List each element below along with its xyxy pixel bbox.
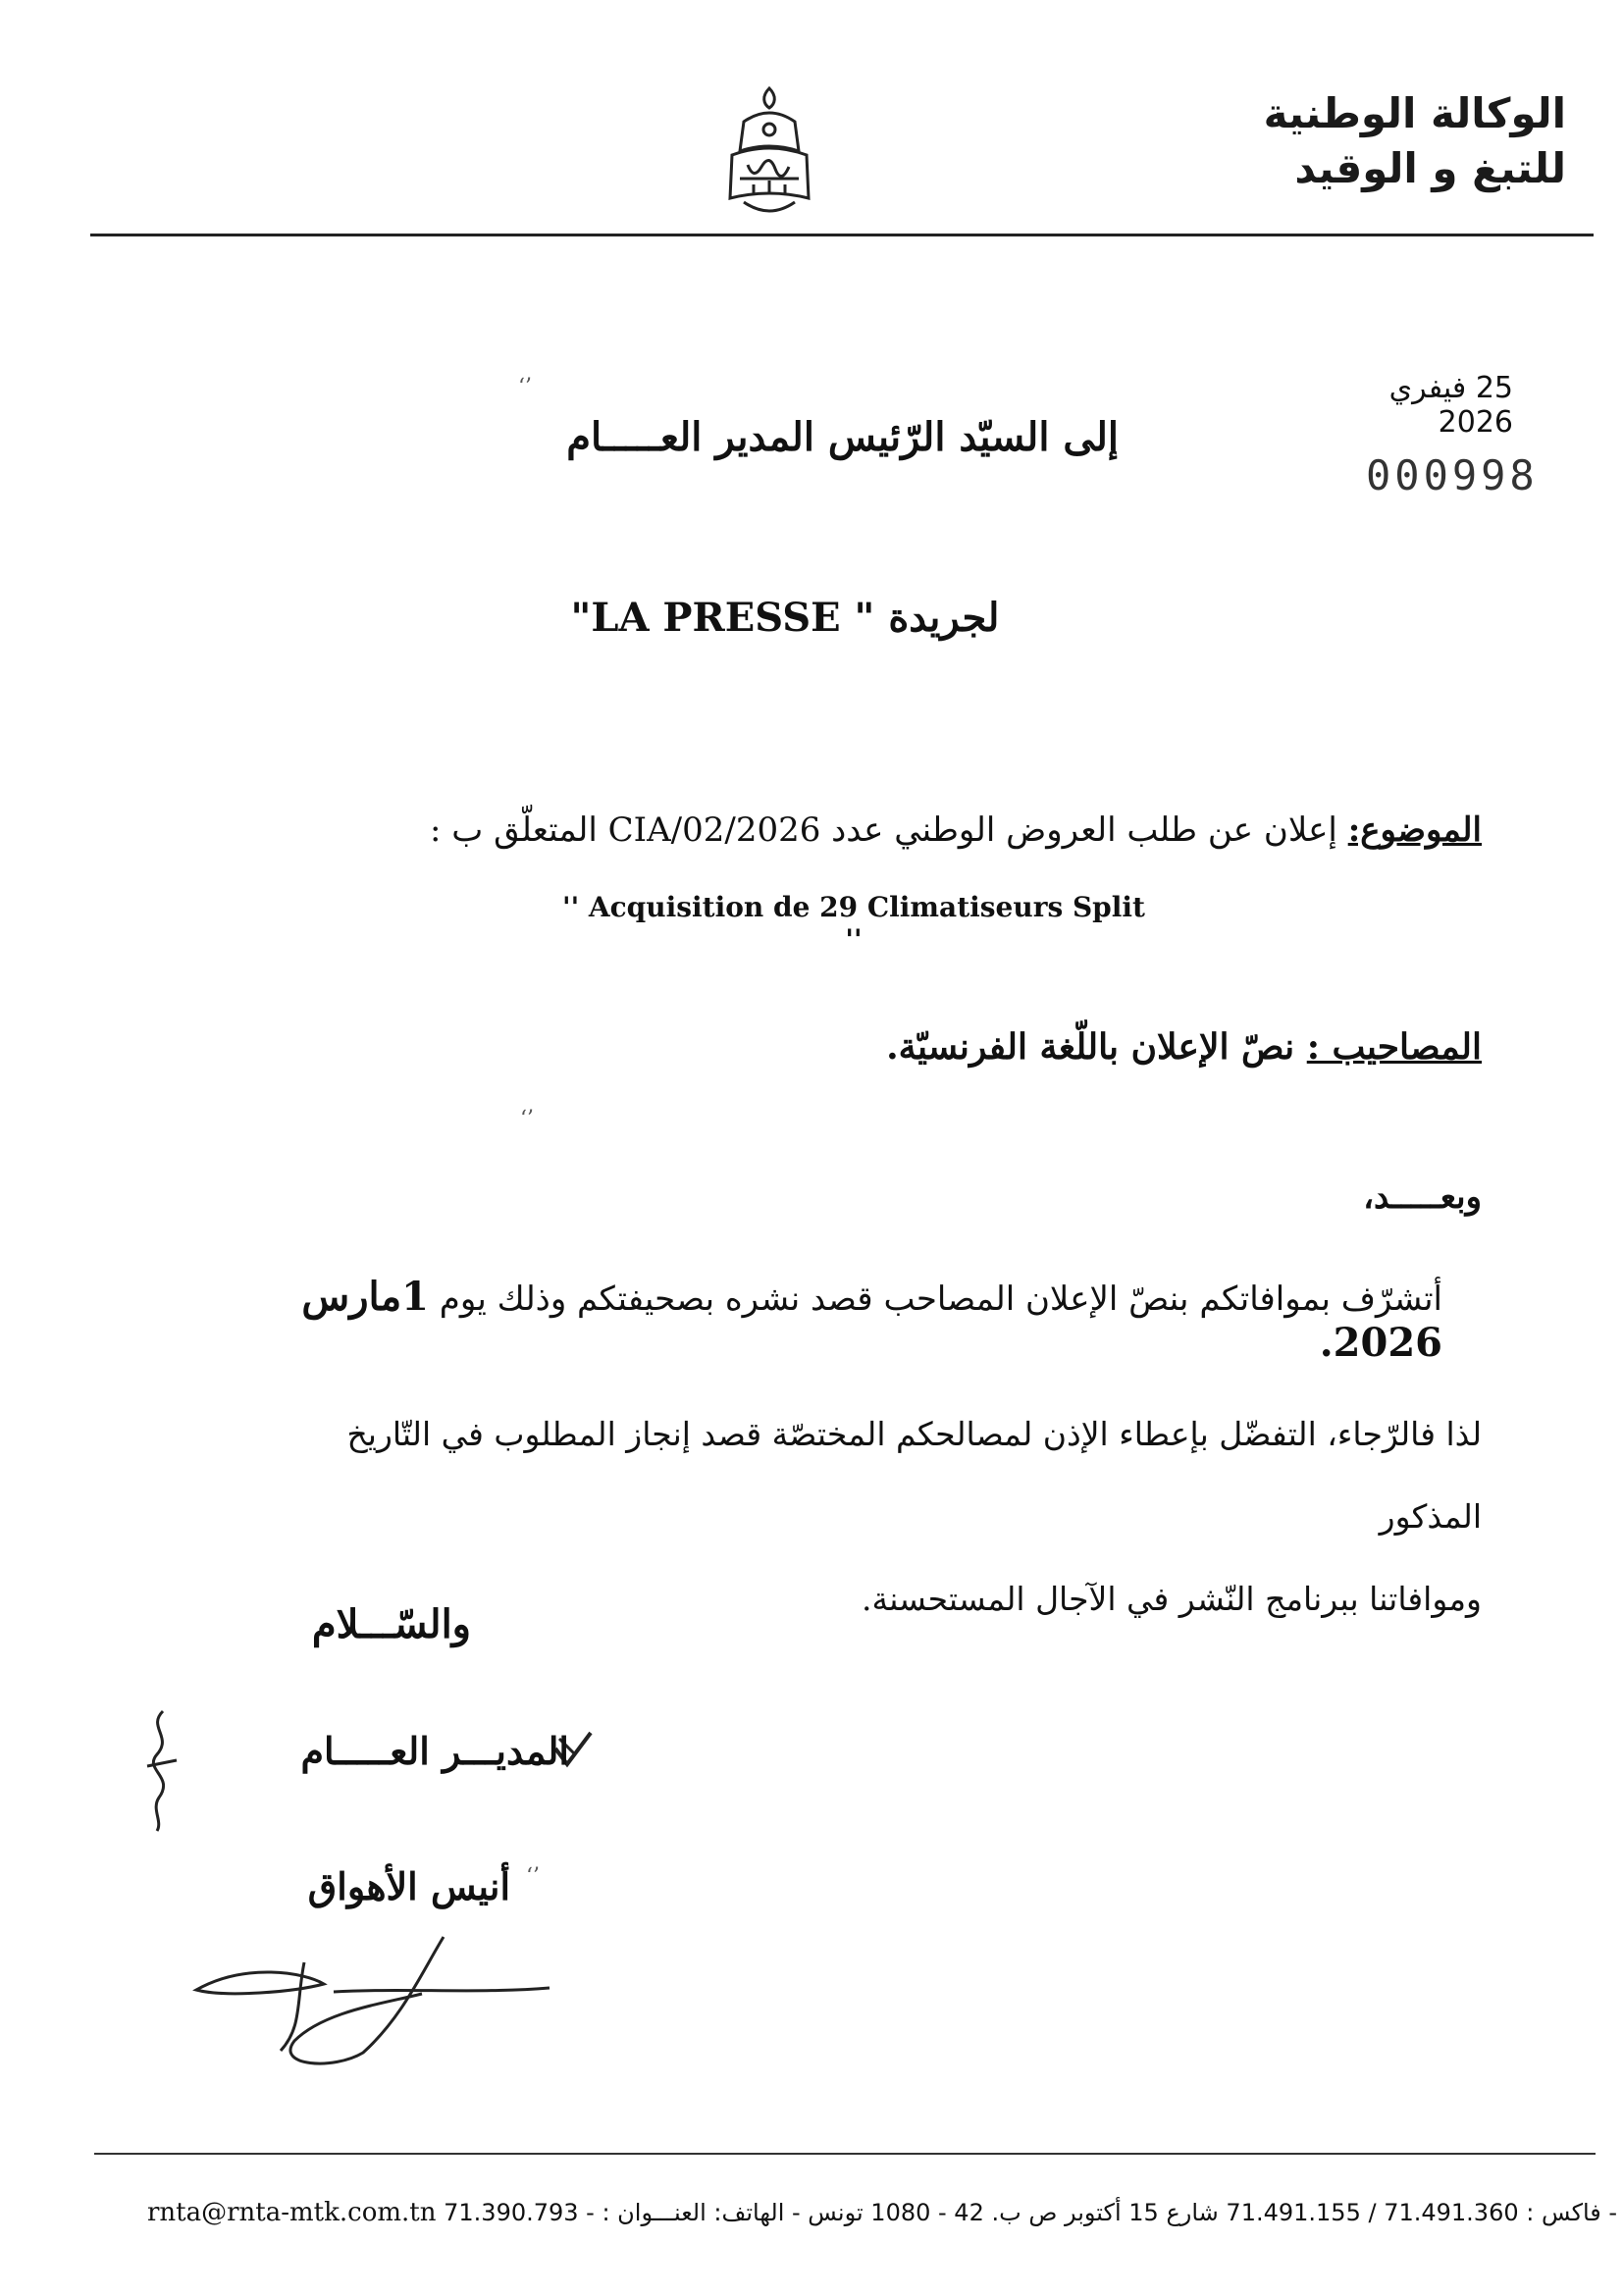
body-paragraph-2-line1: لذا فالرّجاء، التفضّل بإعطاء الإذن لمصالحكم المختصّة قصد إنجاز المطلوب في التّاريخ المذكور	[346, 1415, 1482, 1536]
subject-line	[373, 810, 1482, 850]
attachment-text: نصّ الإعلان باللّغة الفرنسيّة.	[886, 1026, 1295, 1068]
organization-name-line2: للتبغ و الوقيد	[1294, 144, 1566, 192]
scan-mark: ‘’	[518, 375, 532, 399]
footer-divider	[94, 2153, 1596, 2155]
body-paragraph-2-line2: وموافاتنا ببرنامج النّشر في الآجال المستحسنة.	[862, 1580, 1482, 1618]
signatory-name: أنيس الأهواق	[307, 1864, 510, 1908]
footer-address-label: العنـــوان :	[602, 2199, 707, 2226]
scan-mark: ‘’	[520, 1107, 534, 1131]
organization-name	[1154, 86, 1566, 196]
subject-label: الموضوع:	[1347, 810, 1482, 850]
attachment-line	[687, 1026, 1482, 1068]
attachment-label: المصاحيب :	[1306, 1026, 1482, 1068]
footer-contact	[147, 2198, 1618, 2227]
footer-email: rnta@rnta-mtk.com.tn	[147, 2198, 437, 2227]
body-paragraph-1	[206, 1274, 1442, 1366]
handwritten-initial-icon	[133, 1707, 192, 1835]
organization-name-line1: الوكالة الوطنية	[1263, 89, 1566, 137]
body-paragraph-2	[304, 1393, 1482, 1641]
letter-date: 25 فيفري 2026	[1388, 371, 1513, 440]
header-divider	[90, 234, 1594, 236]
closing-salutation: والسّـــلام	[311, 1601, 471, 1647]
footer-address: شارع 15 أكتوبر ص ب. 42 - 1080 تونس - الهاتف:	[713, 2199, 1219, 2226]
footer-fax-label: - فاكس :	[1526, 2199, 1618, 2226]
greeting: وبعـــــد،	[1363, 1177, 1482, 1217]
reference-number: 000998	[1366, 451, 1539, 499]
journal-prefix: لجريدة	[888, 595, 1000, 641]
body-paragraph-1-text: أتشرّف بموافاتكم بنصّ الإعلان المصاحب قصد نشره بصحيفتكم وذلك يوم	[439, 1279, 1442, 1319]
publication-date: 1مارس 2026.	[301, 1274, 1442, 1366]
agency-logo-icon	[714, 82, 824, 228]
journal-name: "LA PRESSE "	[570, 595, 875, 641]
scan-mark: ‘’	[526, 1864, 540, 1889]
footer-phones: 71.491.360 / 71.491.155	[1226, 2199, 1519, 2226]
subject-text: إعلان عن طلب العروض الوطني عدد 2026/CIA/02 المتعلّق ب :	[430, 810, 1337, 850]
addressee: إلى السيّد الرّئيس المدير العـــــام	[566, 414, 1119, 460]
signature-icon	[186, 1933, 559, 2070]
subject-french-title: '' Acquisition de 29 Climatiseurs Split ''	[562, 891, 1145, 956]
signatory-title: المديـــر العـــــام	[300, 1729, 569, 1773]
footer-fax: 71.390.793 -	[444, 2199, 595, 2226]
journal-name-line	[510, 595, 1060, 641]
